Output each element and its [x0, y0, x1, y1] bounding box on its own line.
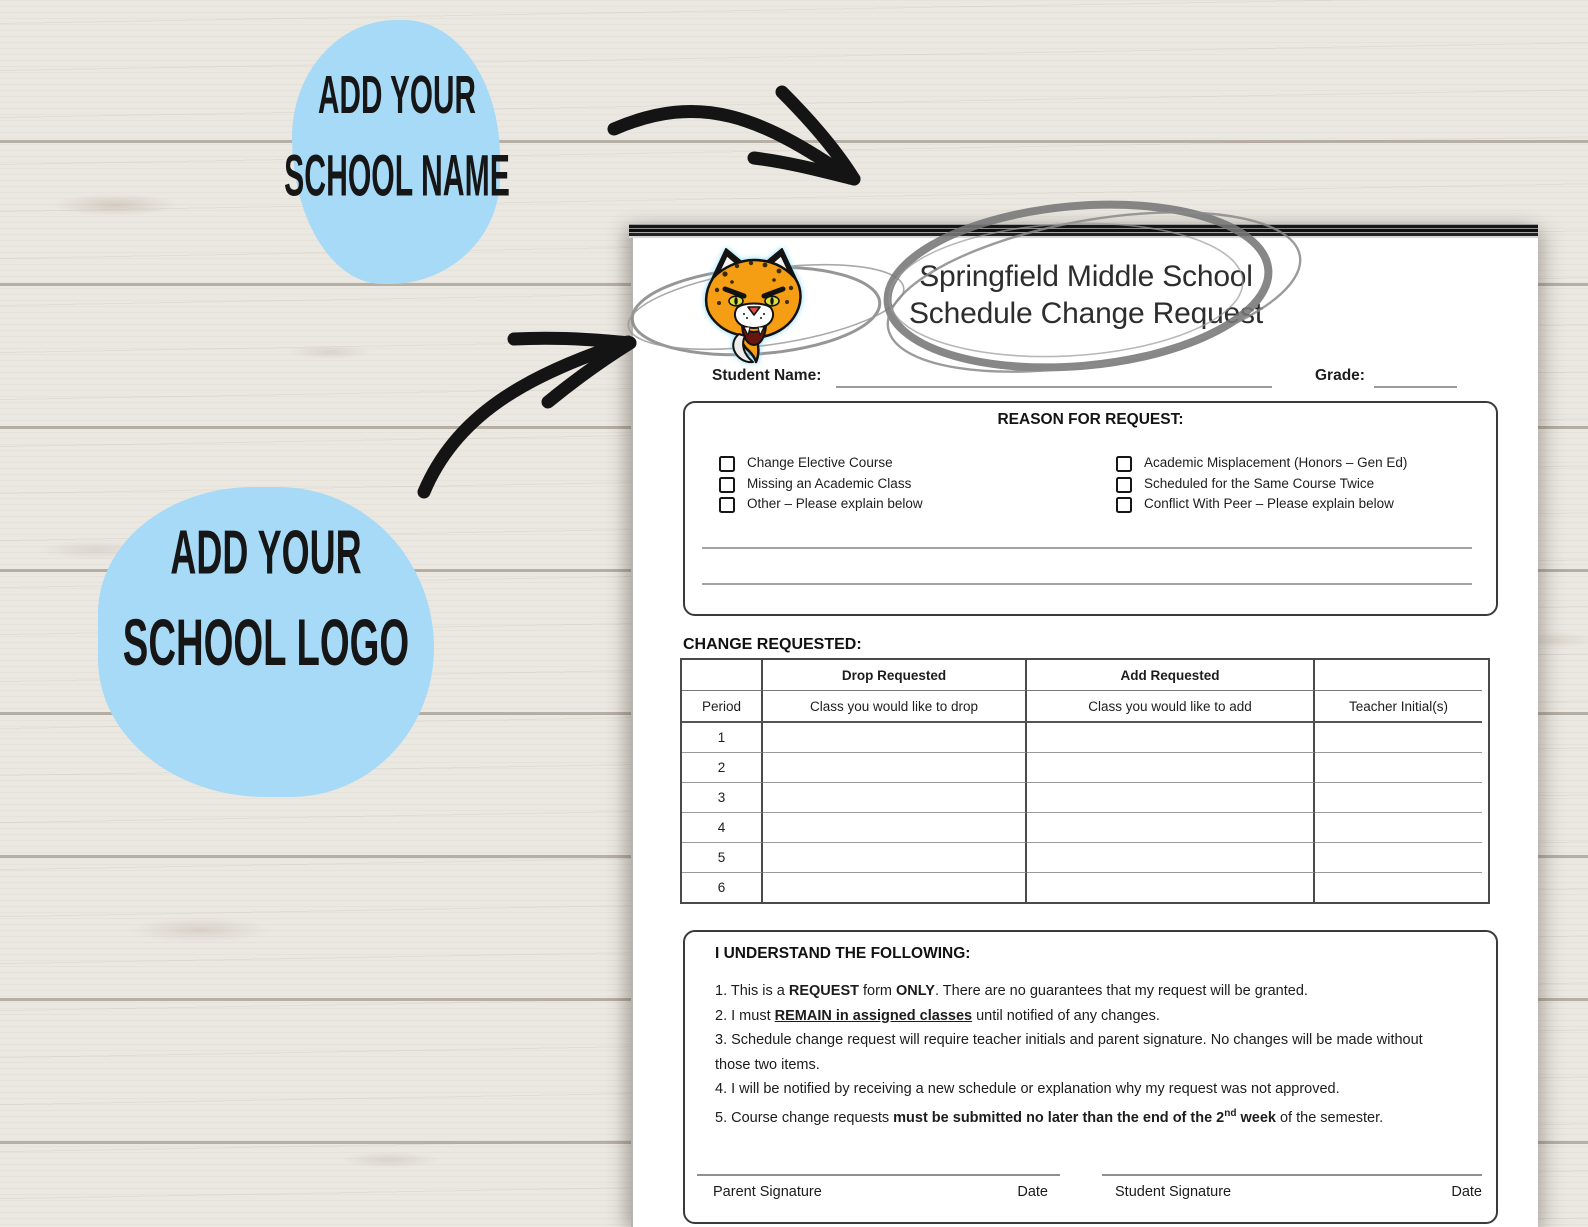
period-cell: 6 — [682, 873, 763, 902]
school-name-title: Springfield Middle School — [919, 260, 1253, 293]
paper-top-binding-bar — [629, 224, 1538, 238]
student-name-label: Student Name: — [712, 367, 822, 384]
table-cell-input[interactable] — [1027, 873, 1315, 902]
checkbox-icon[interactable] — [1116, 497, 1132, 513]
period-cell: 5 — [682, 843, 763, 873]
understand-item: 5. Course change requests must be submitted no later than the end of the 2nd week of the semester. — [715, 1107, 1384, 1126]
table-cell-input[interactable] — [763, 753, 1027, 783]
date-label: Date — [1017, 1184, 1048, 1200]
student-name-input-line[interactable] — [836, 386, 1272, 388]
table-cell-input[interactable] — [1027, 723, 1315, 753]
table-cell-input[interactable] — [1315, 813, 1482, 843]
table-cell-input[interactable] — [1315, 843, 1482, 873]
checkbox-icon[interactable] — [719, 477, 735, 493]
checkbox-icon[interactable] — [1116, 456, 1132, 472]
curved-arrow-to-logo-icon — [424, 338, 630, 492]
table-cell-input[interactable] — [1315, 723, 1482, 753]
table-header-cell — [1315, 660, 1482, 691]
grade-input-line[interactable] — [1374, 386, 1457, 388]
date-label: Date — [1451, 1184, 1482, 1200]
table-cell-input[interactable] — [1027, 783, 1315, 813]
callout-text: ADD YOUR — [318, 65, 476, 125]
reason-for-request-box — [683, 401, 1498, 616]
period-cell: 3 — [682, 783, 763, 813]
student-signature-label: Student Signature — [1115, 1184, 1232, 1200]
table-cell-input[interactable] — [1315, 873, 1482, 902]
form-doc-title: Schedule Change Request — [909, 297, 1263, 330]
period-cell: 1 — [682, 723, 763, 753]
reason-option: Academic Misplacement (Honors – Gen Ed) — [1116, 455, 1407, 476]
table-cell-input[interactable] — [1315, 753, 1482, 783]
callout-text: SCHOOL LOGO — [122, 605, 410, 679]
table-header-cell: Class you would like to drop — [763, 691, 1027, 723]
understand-title: I UNDERSTAND THE FOLLOWING: — [715, 945, 971, 962]
callout-text: SCHOOL NAME — [284, 143, 510, 209]
table-header-cell — [682, 660, 763, 691]
table-cell-input[interactable] — [763, 813, 1027, 843]
student-signature-line[interactable] — [1102, 1174, 1482, 1176]
school-logo — [699, 246, 809, 364]
table-header-cell: Teacher Initial(s) — [1315, 691, 1482, 723]
reason-option: Missing an Academic Class — [719, 476, 923, 497]
table-cell-input[interactable] — [1027, 753, 1315, 783]
callout-text: ADD YOUR — [170, 518, 362, 588]
form-title-block — [890, 258, 1282, 332]
reason-title: REASON FOR REQUEST: — [997, 411, 1184, 428]
table-header-cell: Drop Requested — [763, 660, 1027, 691]
table-cell-input[interactable] — [763, 843, 1027, 873]
explanation-line[interactable] — [702, 547, 1472, 549]
understand-items — [715, 979, 1458, 1130]
period-cell: 4 — [682, 813, 763, 843]
table-cell-input[interactable] — [1315, 783, 1482, 813]
table-header-cell: Class you would like to add — [1027, 691, 1315, 723]
curved-arrow-to-title-icon — [614, 92, 854, 179]
understand-item: 3. Schedule change request will require teacher initials and parent signature. No changes will be made without those two items. — [715, 1032, 1423, 1073]
change-requested-heading: CHANGE REQUESTED: — [683, 636, 862, 653]
checkbox-icon[interactable] — [719, 456, 735, 472]
understand-box — [683, 930, 1498, 1224]
table-header-cell: Period — [682, 691, 763, 723]
table-cell-input[interactable] — [1027, 843, 1315, 873]
parent-signature-line[interactable] — [697, 1174, 1060, 1176]
parent-signature-label: Parent Signature — [713, 1184, 822, 1200]
table-cell-input[interactable] — [763, 783, 1027, 813]
reason-option: Change Elective Course — [719, 455, 923, 476]
change-requested-table — [680, 658, 1490, 904]
explanation-line[interactable] — [702, 583, 1472, 585]
reason-option: Other – Please explain below — [719, 496, 923, 517]
reason-option: Conflict With Peer – Please explain below — [1116, 496, 1407, 517]
jaguar-mascot-icon — [699, 246, 809, 364]
checkbox-icon[interactable] — [719, 497, 735, 513]
reason-option: Scheduled for the Same Course Twice — [1116, 476, 1407, 497]
table-header-cell: Add Requested — [1027, 660, 1315, 691]
understand-item: 2. I must REMAIN in assigned classes until notified of any changes. — [715, 1007, 1160, 1024]
checkbox-icon[interactable] — [1116, 477, 1132, 493]
grade-label: Grade: — [1315, 367, 1365, 384]
understand-item: 1. This is a REQUEST form ONLY. There are no guarantees that my request will be granted. — [715, 983, 1308, 999]
table-cell-input[interactable] — [763, 723, 1027, 753]
understand-item: 4. I will be notified by receiving a new schedule or explanation why my request was not approved. — [715, 1081, 1340, 1097]
table-cell-input[interactable] — [1027, 813, 1315, 843]
table-cell-input[interactable] — [763, 873, 1027, 902]
period-cell: 2 — [682, 753, 763, 783]
